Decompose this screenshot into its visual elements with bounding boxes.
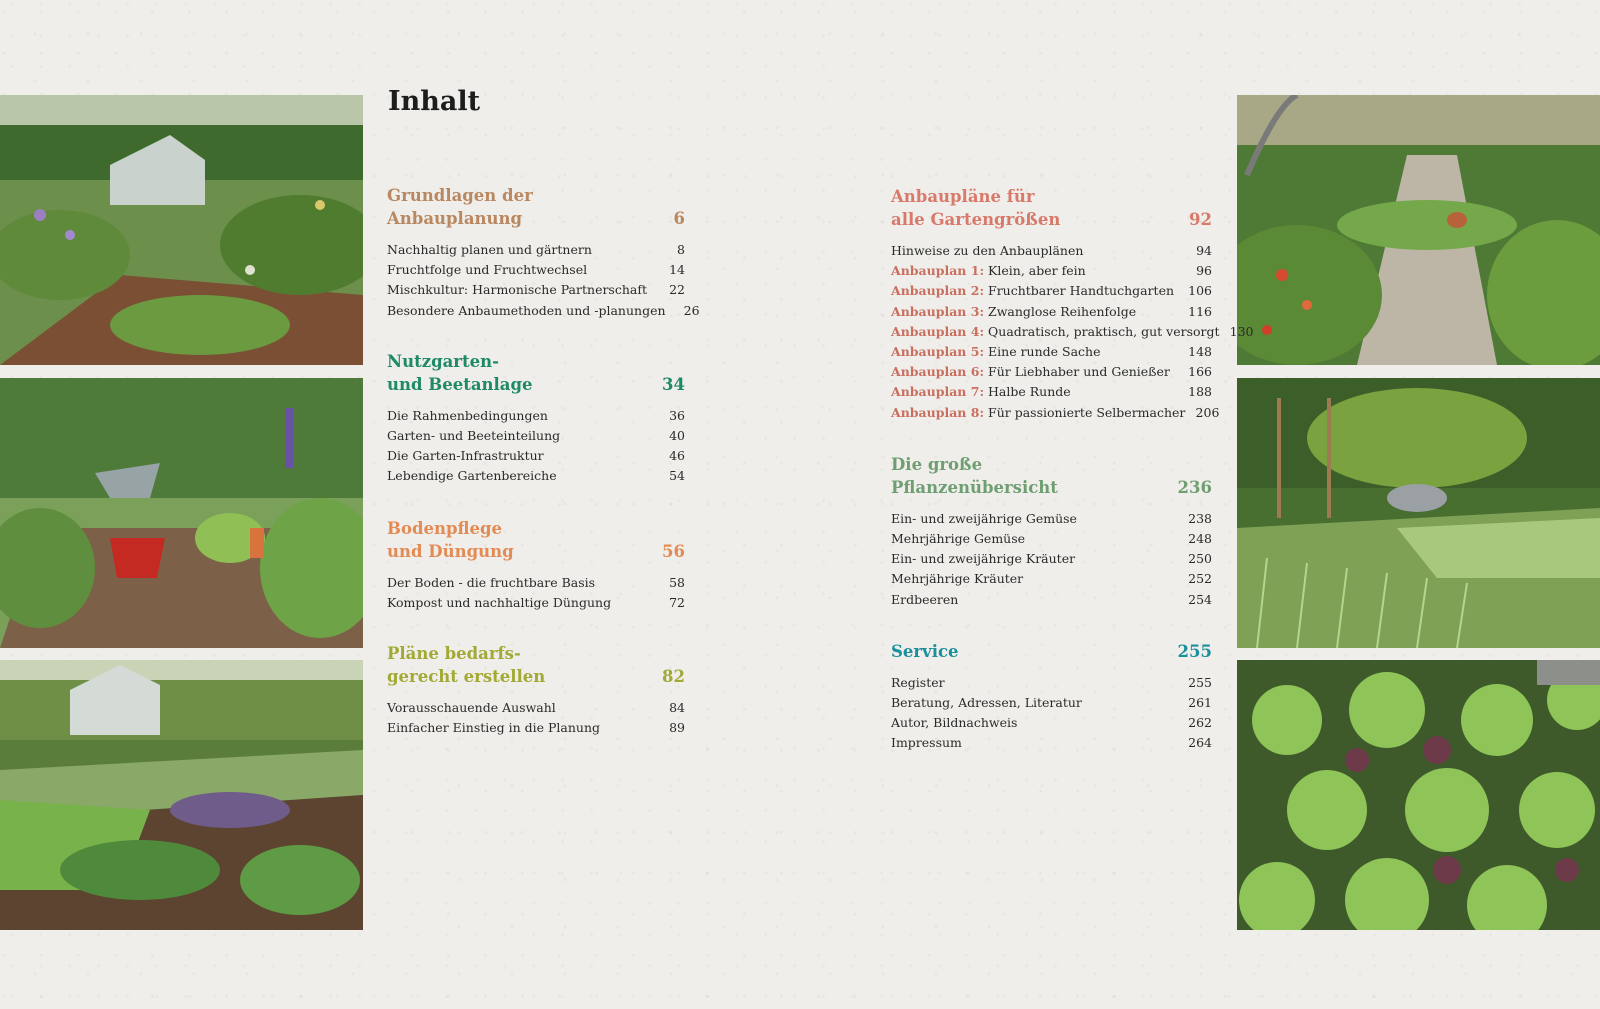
section-page-number: 236 xyxy=(1177,477,1212,497)
toc-entry[interactable] xyxy=(387,406,685,426)
plan-prefix: Anbauplan 2: xyxy=(891,283,985,299)
section-title: Grundlagen der Anbauplanung xyxy=(387,186,533,228)
toc-entry-label: Der Boden - die fruchtbare Basis xyxy=(387,574,596,590)
toc-entry-page: 116 xyxy=(1188,303,1212,319)
section-page-number: 56 xyxy=(662,541,685,561)
toc-entry-page: 58 xyxy=(669,574,685,590)
toc-entry[interactable] xyxy=(387,466,685,486)
toc-entry-page: 72 xyxy=(669,594,685,610)
toc-entry[interactable] xyxy=(891,733,1212,753)
toc-column-right xyxy=(891,185,1254,754)
toc-entry-label: Anbauplan 1: Klein, aber fein xyxy=(891,263,1086,279)
toc-entry-label: Impressum xyxy=(891,735,962,751)
toc-entry-label: Ein- und zweijährige Gemüse xyxy=(891,510,1077,526)
toc-entry[interactable] xyxy=(891,549,1212,569)
toc-entry[interactable] xyxy=(387,698,685,718)
toc-section xyxy=(387,350,685,487)
toc-entry[interactable] xyxy=(891,509,1212,529)
toc-entry-label: Erdbeeren xyxy=(891,591,959,607)
section-title: Bodenpflege und Düngung xyxy=(387,518,514,561)
section-page-number: 6 xyxy=(673,209,685,228)
section-page-number: 34 xyxy=(662,374,685,394)
toc-entry-page: 166 xyxy=(1188,364,1212,380)
toc-entry-label: Hinweise zu den Anbauplänen xyxy=(891,243,1084,258)
toc-section xyxy=(891,185,1254,423)
toc-entry-page: 254 xyxy=(1188,591,1212,607)
toc-entry-label: Nachhaltig planen und gärtnern xyxy=(387,242,592,257)
toc-entry-label: Anbauplan 2: Fruchtbarer Handtuchgarten xyxy=(891,283,1175,299)
garden-photo-greenhouse-beds xyxy=(0,95,363,365)
garden-photo-lettuce xyxy=(1237,660,1600,930)
toc-entry-page: 14 xyxy=(669,262,685,278)
toc-entry-label: Register xyxy=(891,674,945,690)
toc-entry-label: Mischkultur: Harmonische Partnerschaft xyxy=(387,282,648,298)
toc-entry[interactable] xyxy=(891,362,1212,382)
toc-entry-label: Anbauplan 8: Für passionierte Selbermacher xyxy=(891,404,1186,420)
section-heading[interactable] xyxy=(891,453,1212,499)
toc-entry-label: Die Rahmenbedingungen xyxy=(387,407,548,423)
toc-entry[interactable] xyxy=(891,241,1212,261)
toc-entry-page: 84 xyxy=(669,700,685,716)
toc-entry-page: 40 xyxy=(669,428,685,444)
toc-entry[interactable] xyxy=(891,261,1212,281)
toc-entry-label: Vorausschauende Auswahl xyxy=(387,700,556,716)
toc-entry-label: Anbauplan 3: Zwanglose Reihenfolge xyxy=(891,303,1137,319)
toc-entry-label: Kompost und nachhaltige Düngung xyxy=(387,594,612,610)
toc-entry-page: 54 xyxy=(669,468,685,484)
toc-entry[interactable] xyxy=(891,693,1212,713)
toc-entry-label: Garten- und Beeteinteilung xyxy=(387,428,561,444)
toc-entry-label: Anbauplan 7: Halbe Runde xyxy=(891,384,1071,400)
toc-entry-page: 130 xyxy=(1229,323,1254,339)
section-heading[interactable] xyxy=(387,350,685,396)
toc-entry-label: Beratung, Adressen, Literatur xyxy=(891,695,1082,711)
section-page-number: 255 xyxy=(1177,641,1212,661)
toc-entry-label: Fruchtfolge und Fruchtwechsel xyxy=(387,262,588,278)
section-title: Nutzgarten- und Beetanlage xyxy=(387,351,533,394)
toc-entry-page: 206 xyxy=(1195,404,1220,420)
toc-entry-page: 238 xyxy=(1188,510,1212,526)
toc-entry[interactable] xyxy=(891,673,1212,693)
section-page-number: 92 xyxy=(1189,210,1212,229)
plan-prefix: Anbauplan 7: xyxy=(891,384,985,400)
toc-entry-label: Autor, Bildnachweis xyxy=(891,715,1018,731)
toc-entry-page: 252 xyxy=(1188,571,1212,587)
toc-entry-label: Lebendige Gartenbereiche xyxy=(387,468,557,484)
toc-entry-page: 261 xyxy=(1188,695,1212,711)
garden-photo-wheelbarrow xyxy=(0,378,363,648)
toc-entry[interactable] xyxy=(891,322,1254,342)
toc-section xyxy=(387,642,685,738)
toc-entry-label: Anbauplan 6: Für Liebhaber und Genießer xyxy=(891,364,1170,380)
toc-entry-page: 106 xyxy=(1188,283,1212,299)
toc-entry-page: 250 xyxy=(1188,551,1212,567)
plan-prefix: Anbauplan 4: xyxy=(891,323,985,339)
toc-entry[interactable] xyxy=(891,569,1212,589)
section-heading[interactable] xyxy=(891,185,1212,231)
section-heading[interactable] xyxy=(387,517,685,563)
toc-entry[interactable] xyxy=(891,529,1212,549)
garden-photo-gravel-path xyxy=(1237,95,1600,365)
toc-entry[interactable] xyxy=(891,342,1212,362)
toc-entry-page: 188 xyxy=(1188,384,1212,400)
toc-entry-page: 248 xyxy=(1188,531,1212,547)
toc-entry[interactable] xyxy=(891,302,1212,322)
toc-entry[interactable] xyxy=(387,446,685,466)
toc-entry-page: 26 xyxy=(683,302,700,318)
section-heading[interactable] xyxy=(387,642,685,688)
toc-entry[interactable] xyxy=(891,382,1212,402)
toc-section xyxy=(387,517,685,613)
toc-entry-page: 46 xyxy=(669,448,685,464)
toc-entry-page: 255 xyxy=(1188,674,1212,690)
toc-entry-page: 89 xyxy=(669,720,685,736)
toc-section xyxy=(891,453,1212,610)
toc-entry[interactable] xyxy=(387,426,685,446)
toc-entry-label: Mehrjährige Gemüse xyxy=(891,531,1026,547)
toc-entry[interactable] xyxy=(387,301,700,321)
toc-entry-page: 8 xyxy=(677,242,685,257)
toc-section xyxy=(387,184,700,321)
plan-prefix: Anbauplan 6: xyxy=(891,364,985,380)
toc-entry-page: 148 xyxy=(1188,344,1212,360)
plan-prefix: Anbauplan 8: xyxy=(891,404,985,420)
garden-photo-onion-beds xyxy=(1237,378,1600,648)
toc-entry-page: 94 xyxy=(1196,243,1212,258)
toc-entry[interactable] xyxy=(387,280,685,300)
toc-entry-page: 262 xyxy=(1188,715,1212,731)
toc-entry-label: Besondere Anbaumethoden und -planungen xyxy=(387,302,666,318)
section-title: Service xyxy=(891,641,959,661)
section-heading[interactable] xyxy=(387,184,685,230)
toc-entry[interactable] xyxy=(891,281,1212,301)
plan-prefix: Anbauplan 5: xyxy=(891,344,985,360)
page-title: Inhalt xyxy=(388,86,481,117)
toc-entry-label: Anbauplan 5: Eine runde Sache xyxy=(891,344,1101,360)
toc-entry[interactable] xyxy=(387,718,685,738)
toc-entry-page: 36 xyxy=(669,407,685,423)
toc-entry-label: Mehrjährige Kräuter xyxy=(891,571,1024,587)
toc-column-left xyxy=(387,184,700,738)
toc-entry[interactable] xyxy=(387,260,685,280)
plan-prefix: Anbauplan 3: xyxy=(891,303,985,319)
toc-entry-label: Die Garten-Infrastruktur xyxy=(387,448,544,464)
toc-entry[interactable] xyxy=(891,403,1220,423)
section-title: Anbaupläne für alle Gartengrößen xyxy=(891,187,1061,229)
toc-entry[interactable] xyxy=(387,240,685,260)
plan-prefix: Anbauplan 1: xyxy=(891,263,985,279)
toc-section xyxy=(891,640,1212,754)
toc-entry[interactable] xyxy=(891,713,1212,733)
section-title: Pläne bedarfs- gerecht erstellen xyxy=(387,644,546,687)
garden-photo-vegetable-rows xyxy=(0,660,363,930)
toc-entry-label: Ein- und zweijährige Kräuter xyxy=(891,551,1076,567)
toc-entry[interactable] xyxy=(387,593,685,613)
toc-entry-page: 22 xyxy=(669,282,685,298)
toc-entry-label: Einfacher Einstieg in die Planung xyxy=(387,720,601,736)
toc-entry-page: 96 xyxy=(1196,263,1212,279)
section-page-number: 82 xyxy=(662,667,685,687)
section-title: Die große Pflanzenübersicht xyxy=(891,454,1058,497)
toc-entry[interactable] xyxy=(891,590,1212,610)
toc-entry-page: 264 xyxy=(1188,735,1212,751)
toc-entry-label: Anbauplan 4: Quadratisch, praktisch, gut versorgt xyxy=(891,323,1220,339)
toc-entry[interactable] xyxy=(387,573,685,593)
section-heading[interactable] xyxy=(891,640,1212,663)
